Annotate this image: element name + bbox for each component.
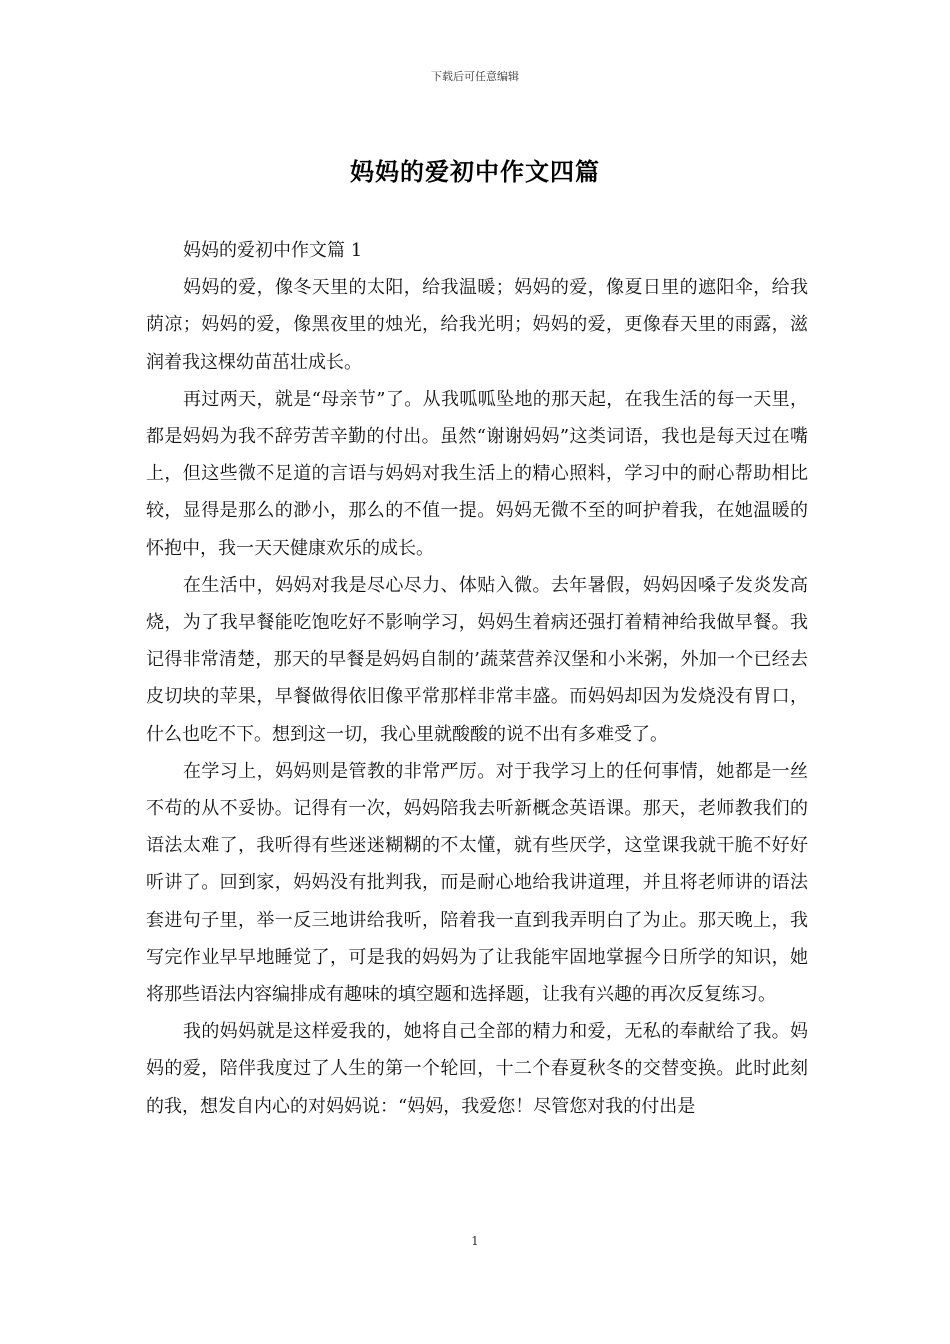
page-number: 1: [471, 1234, 479, 1248]
paragraph-5: 我的妈妈就是这样爱我的，她将自己全部的精力和爱，无私的奉献给了我。妈妈的爱，陪伴我度过了人生的第一个轮回，十二个春夏秋冬的交替变换。此时此刻的我，想发自内心的对妈妈说：“妈妈，我爱您！尽管您对我的付出是: [146, 1021, 808, 1117]
paragraph-2: 再过两天，就是“母亲节”了。从我呱呱坠地的那天起，在我生活的每一天里，都是妈妈为我不辞劳苦辛勤的付出。虽然“谢谢妈妈”这类词语，我也是每天过在嘴上，但这些微不足道的言语与妈妈对我生活上的精心照料，学习中的耐心帮助相比较，显得是那么的渺小，那么的不值一提。妈妈无微不至的呵护着我，在她温暖的怀抱中，我一天天健康欢乐的成长。: [146, 388, 808, 559]
paragraph-4: 在学习上，妈妈则是管教的非常严厉。对于我学习上的任何事情，她都是一丝不苟的从不妥协。记得有一次，妈妈陪我去听新概念英语课。那天，老师教我们的语法太难了，我听得有些迷迷糊糊的不太懂，就有些厌学，这堂课我就干脆不好好听讲了。回到家，妈妈没有批判我，而是耐心地给我讲道理，并且将老师讲的语法套进句子里，举一反三地讲给我听，陪着我一直到我弄明白了为止。那天晚上，我写完作业早早地睡觉了，可是我的妈妈为了让我能牢固地掌握今日所学的知识，她将那些语法内容编排成有趣味的填空题和选择题，让我有兴趣的再次反复练习。: [146, 760, 808, 1006]
paragraph-1: 妈妈的爱，像冬天里的太阳，给我温暖；妈妈的爱，像夏日里的遮阳伞，给我荫凉；妈妈的爱，像黑夜里的烛光，给我光明；妈妈的爱，更像春天里的雨露，滋润着我这棵幼苗茁壮成长。: [146, 277, 808, 373]
section-heading: 妈妈的爱初中作文篇 1: [183, 240, 363, 261]
document-title: 妈妈的爱初中作文四篇: [350, 157, 600, 186]
paragraph-3: 在生活中，妈妈对我是尽心尽力、体贴入微。去年暑假，妈妈因嗓子发炎发高烧，为了我早餐能吃饱吃好不影响学习，妈妈生着病还强打着精神给我做早餐。我记得非常清楚，那天的早餐是妈妈自制的’蔬菜营养汉堡和小米粥，外加一个已经去皮切块的苹果，早餐做得依旧像平常那样非常丰盛。而妈妈却因为发烧没有胃口，什么也吃不下。想到这一切，我心里就酸酸的说不出有多难受了。: [146, 574, 808, 745]
header-note: 下载后可任意编辑: [431, 70, 519, 83]
document-body: [146, 232, 808, 1125]
